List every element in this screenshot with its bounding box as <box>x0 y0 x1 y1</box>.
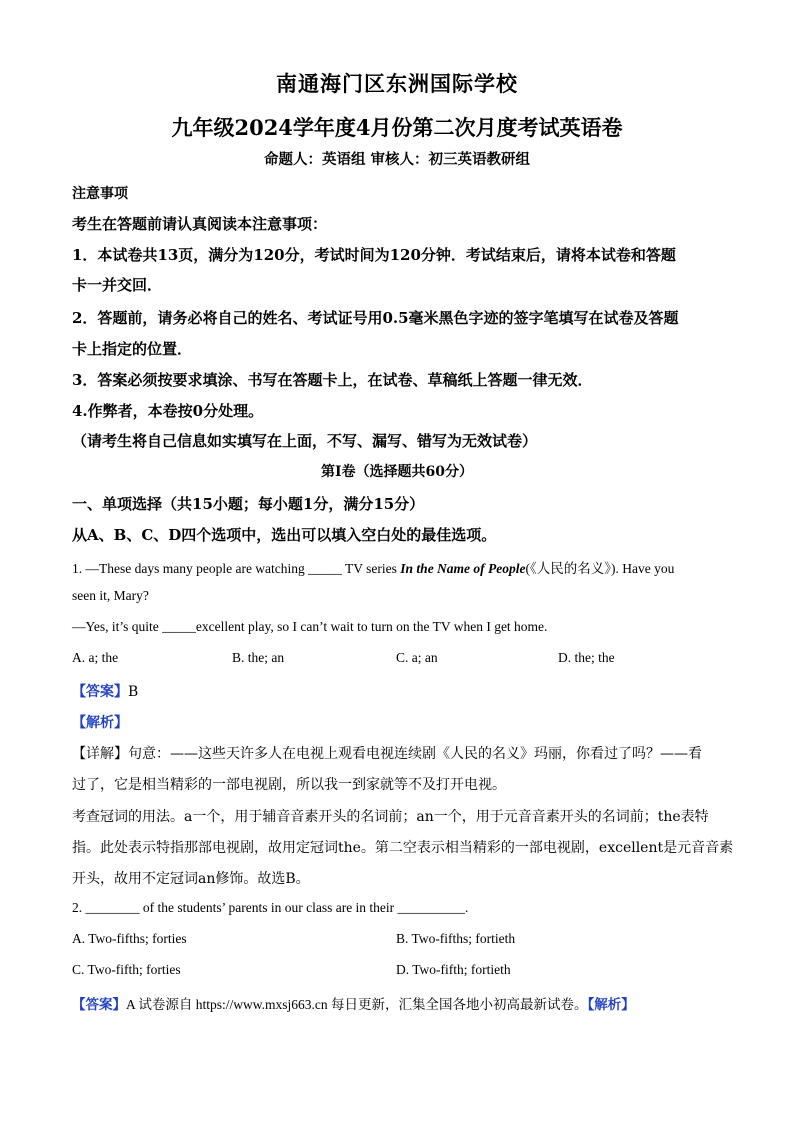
notes-item-1: 1．本试卷共13页，满分为120分，考试时间为120分钟．考试结束后，请将本试卷和答题 <box>72 246 676 264</box>
q2-option-c: C. Two-fifth; forties <box>72 962 181 977</box>
notes-item-2-cont: 卡上指定的位置． <box>72 340 193 358</box>
q1-stem-line2: seen it, Mary? <box>72 588 149 603</box>
school-title: 南通海门区东洲国际学校 <box>276 71 518 96</box>
analysis-tag: 【解析】 <box>587 997 635 1012</box>
exam-authors: 命题人：英语组 审核人：初三英语教研组 <box>263 151 531 168</box>
q1-detail-line1 <box>72 743 702 763</box>
answer-tag: 【答案】 <box>72 684 128 700</box>
q1-option-c: C. a; an <box>396 650 438 665</box>
q1-series-title: In the Name of People <box>400 561 526 576</box>
q1-detail-line3: 考查冠词的用法。a一个，用于辅音音素开头的名词前；an一个，用于元音音素开头的名词前；the表特 <box>72 809 709 825</box>
notes-item-2: 2．答题前，请务必将自己的姓名、考试证号用0.5毫米黑色字迹的签字笔填写在试卷及答题 <box>72 309 679 327</box>
q1-option-a: A. a; the <box>72 650 119 665</box>
exam-title: 九年级2024学年度4月份第二次月度考试英语卷 <box>171 115 623 140</box>
q1-option-d: D. the; the <box>558 650 615 665</box>
section-title: 一、单项选择（共15小题；每小题1分，满分15分） <box>72 495 425 513</box>
answer-tag: 【答案】 <box>72 997 126 1012</box>
q2-answer-text: A 试卷源自 https://www.mxsj663.cn 每日更新，汇集全国各地小初高最新试卷。 <box>126 997 588 1012</box>
q1-detail-line4: 指。此处表示特指那部电视剧，故用定冠词the。第二空表示相当精彩的一部电视剧，excellent是元音音素 <box>72 840 734 856</box>
q1-answer <box>72 681 138 701</box>
q1-stem-line3: —Yes, it’s quite _____excellent play, so I can’t wait to turn on the TV when I get home. <box>72 619 548 634</box>
q1-stem-post: (《人民的名义》). Have you <box>525 561 675 576</box>
detail-tag: 【详解】 <box>72 746 128 762</box>
q1-option-b: B. the; an <box>232 650 285 665</box>
q2-stem: 2. ________ of the students’ parents in our class are in their __________. <box>72 900 469 915</box>
q2-option-b: B. Two-fifths; fortieth <box>396 931 516 946</box>
q1-detail-text1: 句意：——这些天许多人在电视上观看电视连续剧《人民的名义》玛丽，你看过了吗？——看 <box>128 746 702 762</box>
q1-detail-line5: 开头，故用不定冠词an修饰。故选B。 <box>72 871 310 887</box>
notes-heading: 注意事项 <box>72 186 128 202</box>
part1-title: 第Ⅰ卷（选择题共60分） <box>320 464 474 480</box>
notes-reminder: （请考生将自己信息如实填写在上面，不写、漏写、错写为无效试卷） <box>72 432 538 450</box>
q1-answer-value: B <box>128 684 139 700</box>
q1-stem-line1 <box>72 557 674 577</box>
q2-option-a: A. Two-fifths; forties <box>72 931 187 946</box>
q1-analysis-tag <box>72 712 128 732</box>
notes-item-1-cont: 卡一并交回． <box>72 276 163 294</box>
section-instruction: 从A、B、C、D四个选项中，选出可以填入空白处的最佳选项。 <box>72 526 497 544</box>
q1-detail-line2: 过了，它是相当精彩的一部电视剧，所以我一到家就等不及打开电视。 <box>72 777 506 793</box>
notes-item-4: 4.作弊者，本卷按0分处理。 <box>72 402 264 420</box>
q2-answer <box>72 993 635 1013</box>
notes-item-3: 3．答案必须按要求填涂、书写在答题卡上，在试卷、草稿纸上答题一律无效． <box>72 371 593 389</box>
q2-option-d: D. Two-fifth; fortieth <box>396 962 511 977</box>
analysis-tag: 【解析】 <box>72 715 128 731</box>
q1-stem-pre: 1. —These days many people are watching _____ TV series <box>72 561 401 576</box>
notes-intro: 考生在答题前请认真阅读本注意事项： <box>72 215 328 233</box>
